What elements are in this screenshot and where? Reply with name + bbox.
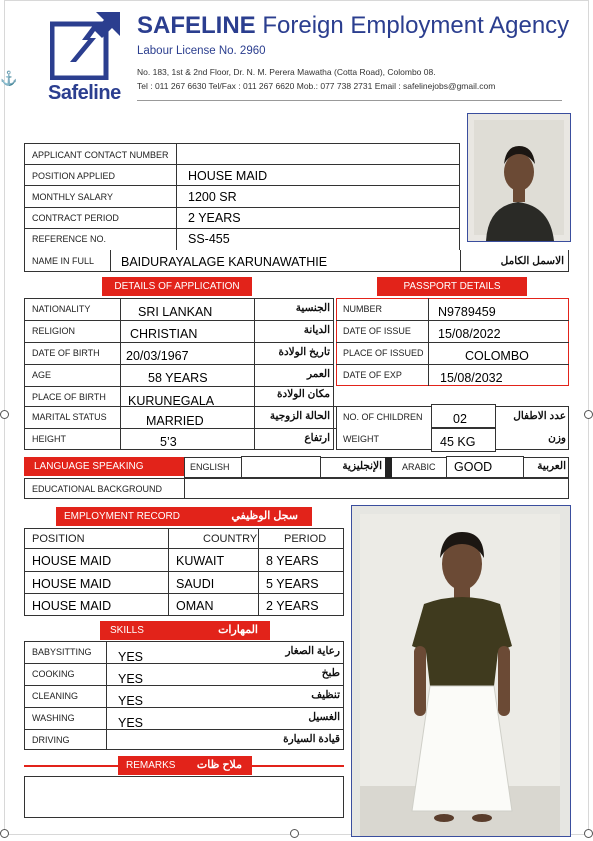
reference-no-value: SS-455 <box>188 232 230 246</box>
employment-row-3-country: OMAN <box>176 599 214 613</box>
cooking-arabic: طبخ <box>321 667 340 679</box>
washing-value: YES <box>118 716 144 730</box>
remarks-header: REMARKS ملاح ظات <box>118 756 252 775</box>
place-of-birth-arabic: مكان الولادة <box>277 388 330 400</box>
english-label: ENGLISH <box>190 462 230 472</box>
weight-arabic: وزن <box>548 432 566 444</box>
nationality-arabic: الجنسية <box>295 302 330 314</box>
position-applied-label: POSITION APPLIED <box>32 171 116 181</box>
children-label: NO. OF CHILDREN <box>343 412 423 422</box>
license-number: Labour License No. 2960 <box>137 45 266 57</box>
dob-value: 20/03/1967 <box>126 349 189 363</box>
skills-header: SKILLS المهارات <box>100 621 270 640</box>
religion-label: RELIGION <box>32 326 76 336</box>
age-label: AGE <box>32 370 52 380</box>
place-of-birth-value: KURUNEGALA <box>128 394 215 408</box>
applicant-portrait <box>467 113 571 242</box>
cleaning-arabic: تنظيف <box>311 689 340 701</box>
employment-row-1-position: HOUSE MAID <box>32 554 112 568</box>
babysitting-arabic: رعاية الصغار <box>285 645 340 657</box>
arabic-arabic: العربية <box>537 460 566 472</box>
passport-details-header: PASSPORT DETAILS <box>377 277 527 296</box>
agency-title: SAFELINE Foreign Employment Agency <box>137 12 570 39</box>
resize-handle[interactable] <box>584 410 593 419</box>
cooking-value: YES <box>118 672 144 686</box>
age-arabic: العمر <box>306 368 330 380</box>
washing-arabic: الغسيل <box>308 711 340 723</box>
place-of-issue-value: COLOMBO <box>465 349 529 363</box>
contact-number-label: APPLICANT CONTACT NUMBER <box>32 150 169 160</box>
weight-label: WEIGHT <box>343 434 379 444</box>
religion-arabic: الديانة <box>303 324 330 336</box>
english-arabic: الإنجليزية <box>342 460 382 472</box>
date-of-issue-label: DATE OF ISSUE <box>343 326 411 336</box>
full-name-label: NAME IN FULL <box>32 256 95 266</box>
children-arabic: عدد الاطفال <box>513 410 566 422</box>
employment-period-header: PERIOD <box>284 533 327 545</box>
employment-country-header: COUNTRY <box>203 533 258 545</box>
employment-row-3-period: 2 YEARS <box>266 599 319 613</box>
dob-label: DATE OF BIRTH <box>32 348 100 358</box>
remarks-box <box>24 776 344 818</box>
resize-handle[interactable] <box>290 829 299 838</box>
cleaning-value: YES <box>118 694 144 708</box>
driving-arabic: قيادة السيارة <box>283 733 340 745</box>
children-value: 02 <box>453 412 467 426</box>
religion-value: CHRISTIAN <box>130 327 198 341</box>
arabic-value: GOOD <box>454 460 493 474</box>
nationality-label: NATIONALITY <box>32 304 91 314</box>
employment-row-1-country: KUWAIT <box>176 554 225 568</box>
employment-row-2-position: HOUSE MAID <box>32 577 112 591</box>
employment-row-1-period: 8 YEARS <box>266 554 319 568</box>
contract-period-value: 2 YEARS <box>188 211 241 225</box>
height-label: HEIGHT <box>32 434 67 444</box>
reference-no-label: REFERENCE NO. <box>32 234 107 244</box>
contract-period-label: CONTRACT PERIOD <box>32 213 119 223</box>
place-of-birth-label: PLACE OF BIRTH <box>32 392 106 402</box>
marital-status-arabic: الحالة الزوجية <box>269 410 330 422</box>
marital-status-value: MARRIED <box>146 414 204 428</box>
employment-record-header: EMPLOYMENT RECORD سجل الوظيفي <box>56 507 312 526</box>
address-line: No. 183, 1st & 2nd Floor, Dr. N. M. Perera Mawatha (Cotta Road), Colombo 08. <box>137 67 436 77</box>
position-applied-value: HOUSE MAID <box>188 169 268 183</box>
employment-row-2-country: SAUDI <box>176 577 215 591</box>
details-of-application-header: DETAILS OF APPLICATION <box>102 277 252 296</box>
english-value-box <box>241 456 321 478</box>
contact-line: Tel : 011 267 6630 Tel/Fax : 011 267 6620 Mob.: 077 738 2731 Email : safelinejobs@gmail.com <box>137 81 496 91</box>
babysitting-label: BABYSITTING <box>32 647 92 657</box>
monthly-salary-value: 1200 SR <box>188 190 237 204</box>
full-name-value: BAIDURAYALAGE KARUNAWATHIE <box>121 255 328 269</box>
date-of-exp-label: DATE OF EXP <box>343 370 402 380</box>
date-of-issue-value: 15/08/2022 <box>438 327 501 341</box>
resize-handle[interactable] <box>584 829 593 838</box>
place-of-issue-label: PLACE OF ISSUED <box>343 348 424 358</box>
anchor-icon[interactable]: ⚓ <box>0 70 18 86</box>
language-separator <box>385 457 392 478</box>
age-value: 58 YEARS <box>148 371 208 385</box>
cooking-label: COOKING <box>32 669 75 679</box>
education-label: EDUCATIONAL BACKGROUND <box>32 484 163 494</box>
passport-number-label: NUMBER <box>343 304 383 314</box>
babysitting-value: YES <box>118 650 144 664</box>
language-speaking-header: LANGUAGE SPEAKING <box>24 457 184 476</box>
arabic-label: ARABIC <box>402 462 436 472</box>
safeline-logo-icon <box>50 10 122 80</box>
passport-number-value: N9789459 <box>438 305 496 319</box>
employment-row-3-position: HOUSE MAID <box>32 599 112 613</box>
height-arabic: ارتفاع <box>304 432 330 444</box>
date-of-exp-value: 15/08/2032 <box>440 371 503 385</box>
logo-wordmark: Safeline <box>48 82 121 104</box>
full-name-arabic-label: الاسمل الكامل <box>500 255 564 267</box>
employment-position-header: POSITION <box>32 533 85 545</box>
height-value: 5’3 <box>160 435 177 449</box>
cleaning-label: CLEANING <box>32 691 79 701</box>
washing-label: WASHING <box>32 713 75 723</box>
weight-value: 45 KG <box>440 435 476 449</box>
nationality-value: SRI LANKAN <box>138 305 213 319</box>
resize-handle[interactable] <box>0 410 9 419</box>
monthly-salary-label: MONTHLY SALARY <box>32 192 114 202</box>
header-divider <box>137 100 562 101</box>
resize-handle[interactable] <box>0 829 9 838</box>
applicant-full-photo <box>351 505 571 837</box>
driving-label: DRIVING <box>32 735 70 745</box>
employment-row-2-period: 5 YEARS <box>266 577 319 591</box>
dob-arabic: تاريخ الولادة <box>278 346 330 358</box>
marital-status-label: MARITAL STATUS <box>32 412 107 422</box>
